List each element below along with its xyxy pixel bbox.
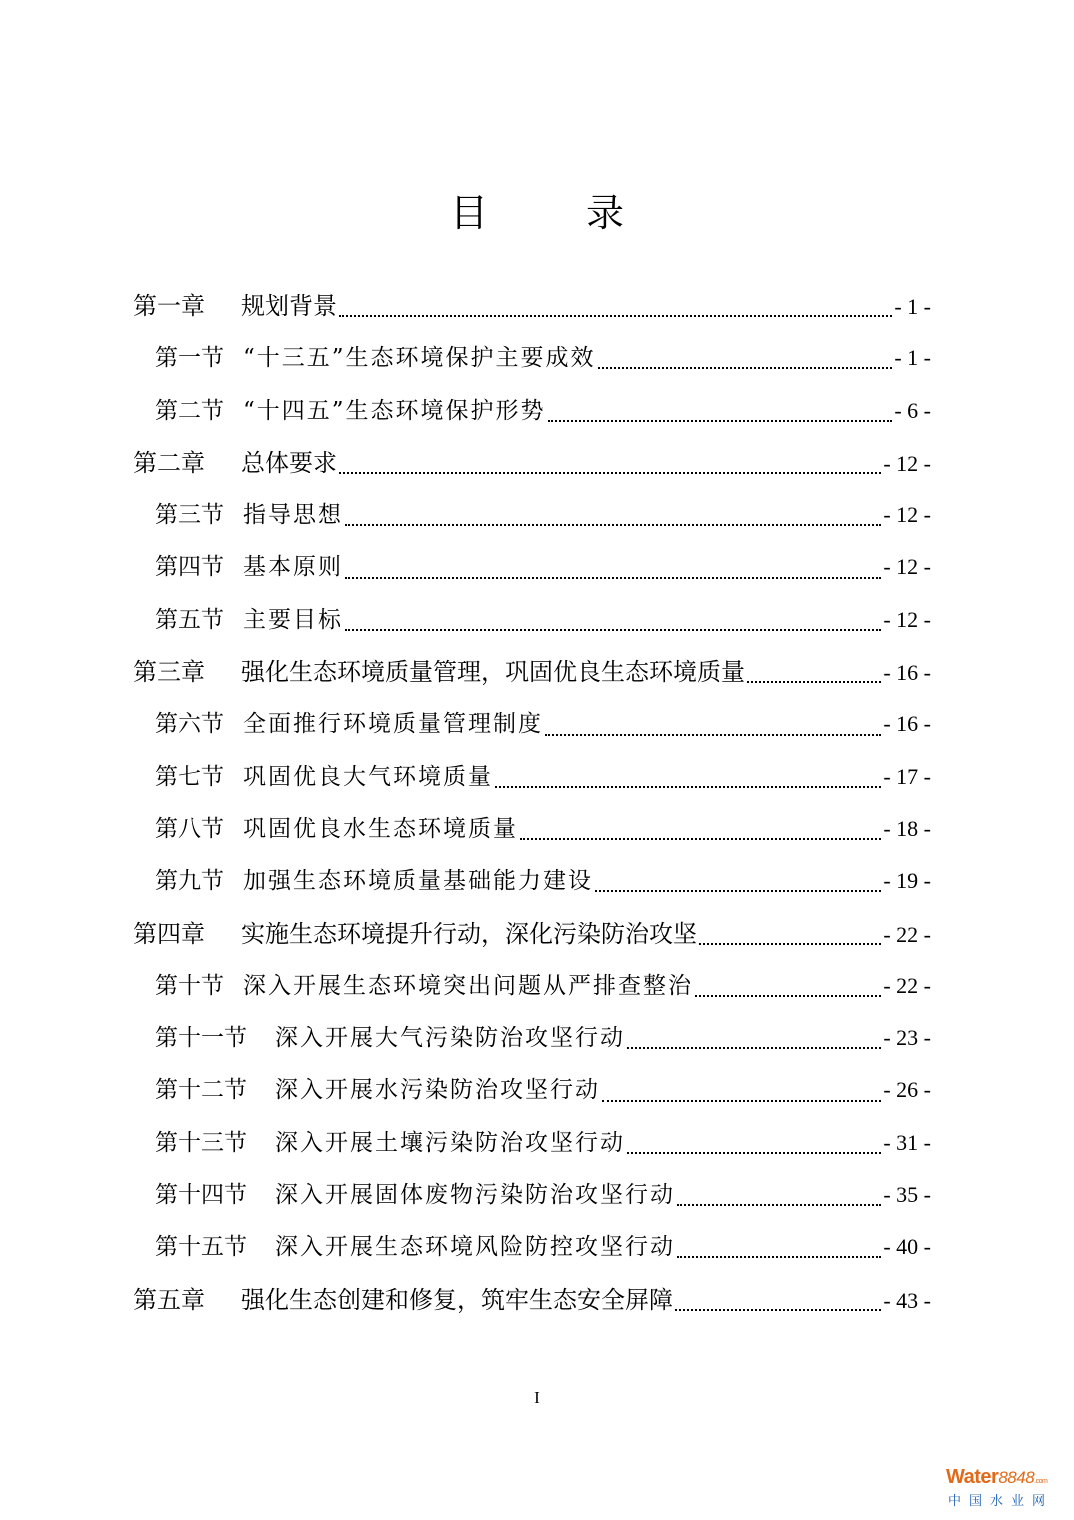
watermark-subtitle: 中国水业网 [948, 1494, 1054, 1509]
toc-section-entry[interactable] [133, 960, 931, 1012]
toc-entry-title: 深入开展水污染防治攻坚行动 [275, 1077, 600, 1104]
toc-entry-title: 实施生态环境提升行动，深化污染防治攻坚 [241, 919, 697, 948]
toc-dot-leader [345, 524, 881, 526]
toc-section-entry[interactable] [133, 332, 931, 384]
toc-dot-leader [677, 1204, 881, 1206]
toc-dot-leader [675, 1309, 881, 1311]
toc-entry-number: 第一节 [155, 345, 224, 372]
toc-entry-title: 强化生态环境质量管理，巩固优良生态环境质量 [241, 658, 745, 687]
toc-entry-page: - 12 - [883, 606, 931, 632]
toc-entry-page: - 19 - [883, 868, 931, 894]
toc-entry-title: “十三五”生态环境保护主要成效 [243, 345, 596, 372]
toc-dot-leader [747, 681, 881, 683]
toc-entry-title: 基本原则 [243, 554, 343, 581]
toc-entry-number: 第四节 [155, 554, 224, 581]
toc-entry-number: 第一章 [133, 292, 205, 320]
toc-dot-leader [345, 629, 881, 631]
toc-entry-number: 第五节 [155, 606, 224, 633]
toc-section-entry[interactable] [133, 855, 931, 907]
toc-entry-number: 第十节 [155, 972, 224, 999]
toc-dot-leader [627, 1047, 881, 1049]
toc-entry-title: 总体要求 [241, 448, 337, 477]
toc-entry-title: 深入开展土壤污染防治攻坚行动 [275, 1129, 625, 1156]
toc-entry-page: - 12 - [883, 554, 931, 580]
toc-entry-page: - 16 - [883, 711, 931, 737]
toc-entry-page: - 6 - [894, 397, 931, 423]
table-of-contents [133, 280, 931, 1326]
toc-entry-number: 第三章 [133, 658, 205, 687]
toc-entry-number: 第二节 [155, 397, 224, 424]
toc-chapter-entry[interactable] [133, 908, 931, 960]
toc-section-entry[interactable] [133, 489, 931, 541]
toc-entry-page: - 12 - [883, 502, 931, 528]
toc-dot-leader [602, 1100, 881, 1102]
toc-section-entry[interactable] [133, 1117, 931, 1169]
toc-dot-leader [545, 734, 881, 736]
toc-entry-title: 巩固优良水生态环境质量 [243, 815, 518, 842]
toc-entry-page: - 18 - [883, 815, 931, 841]
toc-entry-page: - 40 - [883, 1234, 931, 1260]
toc-entry-number: 第十二节 [155, 1077, 247, 1104]
toc-section-entry[interactable] [133, 803, 931, 855]
toc-entry-title: 指导思想 [243, 502, 343, 529]
toc-chapter-entry[interactable] [133, 280, 931, 332]
toc-dot-leader [677, 1256, 881, 1258]
toc-section-entry[interactable] [133, 541, 931, 593]
toc-entry-title: 巩固优良大气环境质量 [243, 763, 493, 790]
toc-dot-leader [695, 995, 881, 997]
toc-entry-title: 全面推行环境质量管理制度 [243, 711, 543, 738]
page-number: I [534, 1388, 540, 1407]
toc-section-entry[interactable] [133, 1169, 931, 1221]
toc-entry-title: 深入开展大气污染防治攻坚行动 [275, 1025, 625, 1052]
watermark-logo [946, 1466, 1066, 1514]
toc-entry-page: - 1 - [894, 345, 931, 371]
toc-entry-number: 第九节 [155, 868, 224, 895]
toc-entry-page: - 22 - [883, 972, 931, 998]
toc-entry-title: 强化生态创建和修复，筑牢生态安全屏障 [241, 1285, 673, 1314]
toc-entry-page: - 23 - [883, 1025, 931, 1051]
toc-entry-title: 规划背景 [241, 292, 337, 320]
toc-entry-title: 深入开展固体废物污染防治攻坚行动 [275, 1182, 675, 1209]
toc-dot-leader [595, 890, 881, 892]
toc-entry-number: 第四章 [133, 919, 205, 948]
watermark-brand: Water8848.com [946, 1466, 1048, 1488]
toc-entry-title: 深入开展生态环境风险防控攻坚行动 [275, 1234, 675, 1261]
toc-entry-number: 第十五节 [155, 1234, 247, 1261]
toc-entry-page: - 12 - [883, 450, 931, 476]
toc-entry-number: 第十三节 [155, 1129, 247, 1156]
toc-entry-number: 第五章 [133, 1285, 205, 1314]
toc-dot-leader [339, 472, 881, 474]
toc-section-entry[interactable] [133, 751, 931, 803]
toc-dot-leader [699, 943, 881, 945]
toc-entry-page: - 35 - [883, 1182, 931, 1208]
toc-entry-page: - 22 - [883, 921, 931, 947]
toc-entry-number: 第七节 [155, 763, 224, 790]
toc-dot-leader [345, 577, 881, 579]
toc-entry-number: 第十一节 [155, 1025, 247, 1052]
toc-entry-page: - 1 - [894, 294, 931, 319]
toc-dot-leader [520, 838, 881, 840]
toc-chapter-entry[interactable] [133, 437, 931, 489]
toc-entry-number: 第十四节 [155, 1182, 247, 1209]
toc-chapter-entry[interactable] [133, 646, 931, 698]
toc-entry-page: - 26 - [883, 1077, 931, 1103]
toc-entry-page: - 43 - [883, 1287, 931, 1313]
toc-entry-title: 深入开展生态环境突出问题从严排查整治 [243, 972, 693, 999]
toc-dot-leader [548, 420, 893, 422]
toc-dot-leader [495, 786, 881, 788]
toc-entry-number: 第八节 [155, 815, 224, 842]
toc-dot-leader [339, 315, 892, 317]
toc-section-entry[interactable] [133, 594, 931, 646]
page-title: 目 录 [449, 191, 654, 235]
toc-entry-title: 加强生态环境质量基础能力建设 [243, 868, 593, 895]
toc-entry-number: 第六节 [155, 711, 224, 738]
toc-dot-leader [627, 1152, 881, 1154]
toc-section-entry[interactable] [133, 385, 931, 437]
toc-section-entry[interactable] [133, 1012, 931, 1064]
toc-section-entry[interactable] [133, 698, 931, 750]
toc-section-entry[interactable] [133, 1064, 931, 1116]
toc-entry-page: - 31 - [883, 1129, 931, 1155]
toc-entry-title: “十四五”生态环境保护形势 [243, 397, 546, 424]
toc-section-entry[interactable] [133, 1221, 931, 1273]
toc-dot-leader [598, 367, 893, 369]
toc-entry-number: 第三节 [155, 502, 224, 529]
toc-entry-page: - 17 - [883, 763, 931, 789]
toc-entry-number: 第二章 [133, 448, 205, 477]
toc-entry-title: 主要目标 [243, 606, 343, 633]
toc-entry-page: - 16 - [883, 660, 931, 686]
toc-chapter-entry[interactable] [133, 1274, 931, 1326]
